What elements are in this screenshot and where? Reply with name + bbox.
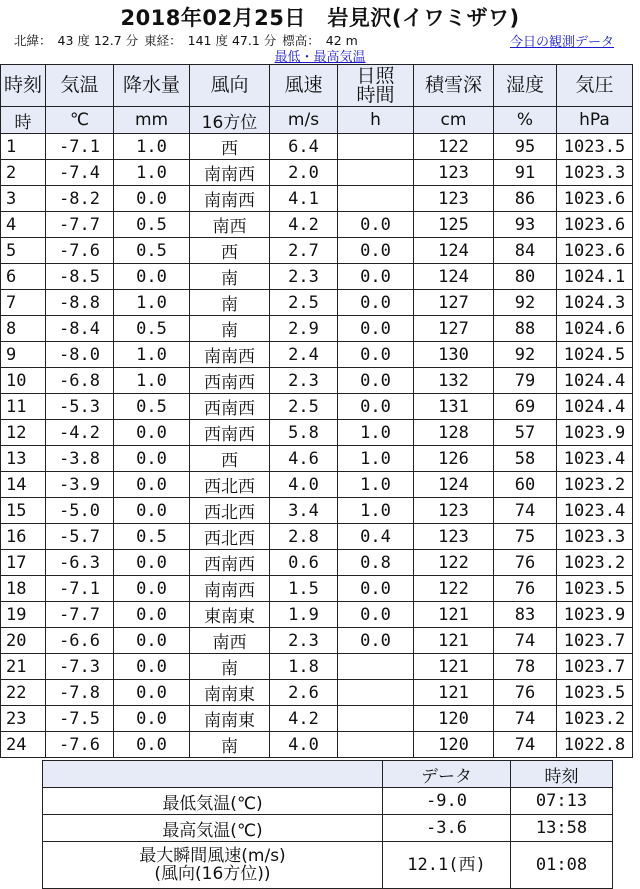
cell-hour: 22	[1, 680, 46, 706]
cell-humidity: 75	[494, 524, 557, 550]
cell-wind-speed: 1.8	[270, 654, 338, 680]
cell-pressure: 1023.5	[557, 680, 633, 706]
cell-wind-speed: 2.3	[270, 628, 338, 654]
cell-pressure: 1023.5	[557, 134, 633, 160]
summary-value: -9.0	[383, 788, 511, 815]
cell-wind-direction: 南南西	[190, 186, 270, 212]
cell-hour: 15	[1, 498, 46, 524]
cell-hour: 16	[1, 524, 46, 550]
cell-wind-direction: 西北西	[190, 472, 270, 498]
cell-wind-speed: 2.7	[270, 238, 338, 264]
table-row	[1, 706, 633, 732]
cell-wind-speed: 0.6	[270, 550, 338, 576]
summary-header-row	[43, 761, 613, 788]
cell-temperature: -8.8	[46, 290, 114, 316]
summary-value: 12.1(西)	[383, 842, 511, 889]
cell-sunshine: 1.0	[338, 446, 414, 472]
cell-pressure: 1023.9	[557, 602, 633, 628]
altitude-value: 42 m	[325, 33, 358, 48]
cell-precipitation: 0.0	[114, 654, 190, 680]
cell-hour: 6	[1, 264, 46, 290]
cell-wind-direction: 東南東	[190, 602, 270, 628]
cell-wind-speed: 2.3	[270, 264, 338, 290]
cell-humidity: 58	[494, 446, 557, 472]
header-row	[1, 65, 633, 107]
cell-temperature: -3.8	[46, 446, 114, 472]
cell-humidity: 84	[494, 238, 557, 264]
cell-temperature: -7.1	[46, 134, 114, 160]
cell-temperature: -5.0	[46, 498, 114, 524]
cell-snow-depth: 124	[414, 238, 494, 264]
latitude-label: 北緯：	[14, 33, 52, 48]
cell-temperature: -6.3	[46, 550, 114, 576]
summary-time: 01:08	[511, 842, 613, 889]
cell-precipitation: 1.0	[114, 134, 190, 160]
cell-snow-depth: 127	[414, 316, 494, 342]
cell-hour: 14	[1, 472, 46, 498]
cell-temperature: -5.3	[46, 394, 114, 420]
cell-hour: 8	[1, 316, 46, 342]
cell-pressure: 1023.2	[557, 706, 633, 732]
summary-label	[43, 788, 383, 815]
unit-temperature: ℃	[46, 107, 114, 134]
cell-wind-direction: 南南東	[190, 680, 270, 706]
cell-precipitation: 0.0	[114, 706, 190, 732]
cell-hour: 24	[1, 732, 46, 758]
cell-hour: 5	[1, 238, 46, 264]
cell-wind-direction: 南	[190, 264, 270, 290]
cell-pressure: 1023.6	[557, 212, 633, 238]
table-row	[1, 238, 633, 264]
cell-pressure: 1024.4	[557, 394, 633, 420]
table-row	[1, 472, 633, 498]
table-row	[1, 160, 633, 186]
today-observation-link[interactable]: 今日の観測データ	[509, 35, 614, 50]
cell-wind-speed: 2.5	[270, 290, 338, 316]
cell-precipitation: 0.5	[114, 212, 190, 238]
minmax-temp-link-wrap	[0, 46, 640, 65]
cell-wind-speed: 2.3	[270, 368, 338, 394]
cell-humidity: 60	[494, 472, 557, 498]
page-title: 2018年02月25日 岩見沢(イワミザワ)	[120, 6, 520, 30]
cell-humidity: 86	[494, 186, 557, 212]
cell-sunshine: 1.0	[338, 420, 414, 446]
cell-hour: 12	[1, 420, 46, 446]
cell-precipitation: 0.0	[114, 420, 190, 446]
header-wind-speed: 風速	[270, 65, 338, 107]
cell-humidity: 91	[494, 160, 557, 186]
summary-header-data: データ	[383, 761, 511, 788]
cell-precipitation: 0.0	[114, 472, 190, 498]
cell-humidity: 74	[494, 628, 557, 654]
cell-pressure: 1023.5	[557, 576, 633, 602]
cell-wind-speed: 2.9	[270, 316, 338, 342]
unit-wind-direction: 16方位	[190, 107, 270, 134]
cell-hour: 1	[1, 134, 46, 160]
cell-humidity: 83	[494, 602, 557, 628]
unit-humidity: %	[494, 107, 557, 134]
cell-pressure: 1023.2	[557, 550, 633, 576]
cell-sunshine: 0.0	[338, 316, 414, 342]
cell-snow-depth: 122	[414, 134, 494, 160]
cell-sunshine	[338, 134, 414, 160]
cell-hour: 19	[1, 602, 46, 628]
cell-pressure: 1023.6	[557, 238, 633, 264]
altitude-label: 標高：	[282, 33, 320, 48]
cell-pressure: 1023.9	[557, 420, 633, 446]
summary-header-blank	[43, 761, 383, 788]
unit-snow-depth: cm	[414, 107, 494, 134]
cell-snow-depth: 122	[414, 576, 494, 602]
cell-humidity: 93	[494, 212, 557, 238]
cell-hour: 21	[1, 654, 46, 680]
table-row	[1, 134, 633, 160]
cell-temperature: -7.7	[46, 212, 114, 238]
cell-wind-direction: 南南西	[190, 576, 270, 602]
cell-hour: 13	[1, 446, 46, 472]
cell-pressure: 1023.6	[557, 186, 633, 212]
cell-hour: 10	[1, 368, 46, 394]
unit-precipitation: mm	[114, 107, 190, 134]
table-row	[1, 732, 633, 758]
cell-temperature: -7.6	[46, 732, 114, 758]
cell-precipitation: 0.0	[114, 602, 190, 628]
table-row	[1, 420, 633, 446]
cell-humidity: 74	[494, 706, 557, 732]
cell-wind-speed: 4.2	[270, 212, 338, 238]
cell-humidity: 80	[494, 264, 557, 290]
summary-row	[43, 815, 613, 842]
summary-table	[42, 760, 613, 889]
cell-hour: 18	[1, 576, 46, 602]
cell-snow-depth: 126	[414, 446, 494, 472]
cell-wind-speed: 2.8	[270, 524, 338, 550]
cell-wind-direction: 西	[190, 238, 270, 264]
cell-hour: 11	[1, 394, 46, 420]
table-row	[1, 186, 633, 212]
cell-snow-depth: 124	[414, 264, 494, 290]
cell-precipitation: 0.0	[114, 732, 190, 758]
header-hour: 時刻	[1, 65, 46, 107]
cell-precipitation: 0.0	[114, 576, 190, 602]
cell-humidity: 69	[494, 394, 557, 420]
cell-temperature: -7.5	[46, 706, 114, 732]
cell-wind-direction: 西南西	[190, 420, 270, 446]
cell-wind-direction: 西南西	[190, 550, 270, 576]
cell-wind-speed: 4.6	[270, 446, 338, 472]
cell-wind-direction: 南	[190, 290, 270, 316]
cell-pressure: 1023.4	[557, 446, 633, 472]
cell-temperature: -7.8	[46, 680, 114, 706]
cell-temperature: -8.0	[46, 342, 114, 368]
cell-pressure: 1024.3	[557, 290, 633, 316]
cell-snow-depth: 123	[414, 524, 494, 550]
cell-hour: 2	[1, 160, 46, 186]
cell-sunshine	[338, 680, 414, 706]
cell-sunshine	[338, 654, 414, 680]
cell-wind-direction: 南西	[190, 212, 270, 238]
cell-pressure: 1023.3	[557, 160, 633, 186]
cell-snow-depth: 131	[414, 394, 494, 420]
cell-hour: 23	[1, 706, 46, 732]
cell-sunshine	[338, 732, 414, 758]
header-snow-depth: 積雪深	[414, 65, 494, 107]
cell-precipitation: 1.0	[114, 368, 190, 394]
cell-precipitation: 0.0	[114, 264, 190, 290]
cell-snow-depth: 121	[414, 602, 494, 628]
cell-precipitation: 0.0	[114, 186, 190, 212]
hourly-table-body	[1, 134, 633, 758]
cell-humidity: 76	[494, 550, 557, 576]
cell-precipitation: 0.0	[114, 628, 190, 654]
cell-wind-speed: 4.0	[270, 472, 338, 498]
cell-temperature: -8.2	[46, 186, 114, 212]
cell-pressure: 1023.4	[557, 498, 633, 524]
summary-header-time: 時刻	[511, 761, 613, 788]
cell-temperature: -6.6	[46, 628, 114, 654]
hourly-table	[0, 64, 633, 758]
cell-wind-direction: 西南西	[190, 394, 270, 420]
cell-precipitation: 0.0	[114, 550, 190, 576]
cell-pressure: 1023.7	[557, 654, 633, 680]
cell-wind-speed: 4.1	[270, 186, 338, 212]
cell-temperature: -3.9	[46, 472, 114, 498]
cell-sunshine: 0.0	[338, 602, 414, 628]
cell-sunshine: 0.0	[338, 290, 414, 316]
cell-temperature: -8.4	[46, 316, 114, 342]
table-row	[1, 498, 633, 524]
table-row	[1, 628, 633, 654]
table-row	[1, 264, 633, 290]
cell-precipitation: 1.0	[114, 290, 190, 316]
cell-precipitation: 1.0	[114, 342, 190, 368]
cell-sunshine: 0.0	[338, 576, 414, 602]
cell-pressure: 1023.7	[557, 628, 633, 654]
cell-wind-speed: 4.0	[270, 732, 338, 758]
cell-precipitation: 0.5	[114, 238, 190, 264]
cell-wind-speed: 5.8	[270, 420, 338, 446]
cell-pressure: 1024.1	[557, 264, 633, 290]
cell-wind-speed: 2.6	[270, 680, 338, 706]
cell-humidity: 92	[494, 342, 557, 368]
cell-wind-direction: 南	[190, 316, 270, 342]
cell-precipitation: 0.0	[114, 498, 190, 524]
summary-label-line: 最高気温(℃)	[162, 820, 263, 841]
cell-wind-direction: 西	[190, 134, 270, 160]
cell-precipitation: 0.5	[114, 316, 190, 342]
cell-snow-depth: 128	[414, 420, 494, 446]
cell-wind-speed: 2.0	[270, 160, 338, 186]
cell-precipitation: 0.5	[114, 524, 190, 550]
cell-precipitation: 0.5	[114, 394, 190, 420]
cell-wind-speed: 1.5	[270, 576, 338, 602]
cell-pressure: 1024.4	[557, 368, 633, 394]
cell-sunshine	[338, 706, 414, 732]
cell-sunshine: 1.0	[338, 498, 414, 524]
header-temperature: 気温	[46, 65, 114, 107]
cell-wind-speed: 2.5	[270, 394, 338, 420]
cell-temperature: -7.1	[46, 576, 114, 602]
table-row	[1, 550, 633, 576]
cell-wind-speed: 6.4	[270, 134, 338, 160]
table-row	[1, 654, 633, 680]
header-sunshine: 日照時間	[338, 65, 414, 107]
cell-hour: 20	[1, 628, 46, 654]
cell-snow-depth: 123	[414, 160, 494, 186]
cell-temperature: -7.3	[46, 654, 114, 680]
cell-temperature: -8.5	[46, 264, 114, 290]
cell-sunshine	[338, 160, 414, 186]
cell-snow-depth: 125	[414, 212, 494, 238]
longitude-value: 141 度 47.1 分	[187, 33, 277, 48]
cell-sunshine: 0.0	[338, 368, 414, 394]
cell-temperature: -6.8	[46, 368, 114, 394]
cell-wind-speed: 2.4	[270, 342, 338, 368]
cell-wind-direction: 西	[190, 446, 270, 472]
cell-sunshine: 0.0	[338, 264, 414, 290]
cell-snow-depth: 124	[414, 472, 494, 498]
summary-label	[43, 815, 383, 842]
cell-temperature: -5.7	[46, 524, 114, 550]
cell-hour: 9	[1, 342, 46, 368]
cell-hour: 17	[1, 550, 46, 576]
cell-hour: 4	[1, 212, 46, 238]
cell-snow-depth: 130	[414, 342, 494, 368]
cell-humidity: 78	[494, 654, 557, 680]
cell-wind-direction: 南南西	[190, 342, 270, 368]
header-precipitation: 降水量	[114, 65, 190, 107]
cell-precipitation: 0.0	[114, 680, 190, 706]
summary-value: -3.6	[383, 815, 511, 842]
cell-sunshine	[338, 186, 414, 212]
unit-pressure: hPa	[557, 107, 633, 134]
cell-humidity: 76	[494, 576, 557, 602]
cell-humidity: 74	[494, 498, 557, 524]
summary-time: 13:58	[511, 815, 613, 842]
cell-snow-depth: 121	[414, 680, 494, 706]
cell-temperature: -7.7	[46, 602, 114, 628]
table-row	[1, 576, 633, 602]
cell-snow-depth: 120	[414, 706, 494, 732]
latitude-value: 43 度 12.7 分	[57, 33, 139, 48]
summary-body	[43, 788, 613, 889]
summary-label-line: 最大瞬間風速(m/s)	[139, 846, 286, 866]
cell-humidity: 88	[494, 316, 557, 342]
cell-pressure: 1024.6	[557, 316, 633, 342]
table-row	[1, 212, 633, 238]
cell-snow-depth: 123	[414, 186, 494, 212]
unit-hour: 時	[1, 107, 46, 134]
cell-wind-direction: 南南東	[190, 706, 270, 732]
table-row	[1, 368, 633, 394]
minmax-temp-link[interactable]: 最低・最高気温	[274, 50, 366, 65]
cell-humidity: 92	[494, 290, 557, 316]
cell-wind-speed: 1.9	[270, 602, 338, 628]
header-humidity: 湿度	[494, 65, 557, 107]
cell-wind-direction: 西北西	[190, 524, 270, 550]
table-row	[1, 290, 633, 316]
summary-label-line: 最低気温(℃)	[162, 793, 263, 814]
cell-sunshine: 0.0	[338, 628, 414, 654]
unit-wind-speed: m/s	[270, 107, 338, 134]
cell-temperature: -7.6	[46, 238, 114, 264]
summary-row	[43, 788, 613, 815]
header-wind-direction: 風向	[190, 65, 270, 107]
table-row	[1, 446, 633, 472]
cell-humidity: 76	[494, 680, 557, 706]
cell-wind-speed: 3.4	[270, 498, 338, 524]
cell-wind-direction: 南	[190, 732, 270, 758]
cell-pressure: 1024.5	[557, 342, 633, 368]
cell-pressure: 1023.3	[557, 524, 633, 550]
cell-snow-depth: 120	[414, 732, 494, 758]
unit-row	[1, 107, 633, 134]
longitude-label: 東経：	[144, 33, 182, 48]
cell-humidity: 57	[494, 420, 557, 446]
cell-wind-direction: 西北西	[190, 498, 270, 524]
cell-humidity: 79	[494, 368, 557, 394]
cell-hour: 3	[1, 186, 46, 212]
summary-label	[43, 842, 383, 889]
table-row	[1, 680, 633, 706]
cell-pressure: 1022.8	[557, 732, 633, 758]
cell-sunshine: 0.4	[338, 524, 414, 550]
cell-sunshine: 0.0	[338, 394, 414, 420]
summary-label-line2: (風向(16方位))	[154, 864, 271, 884]
cell-snow-depth: 122	[414, 550, 494, 576]
cell-precipitation: 0.0	[114, 446, 190, 472]
header-pressure: 気圧	[557, 65, 633, 107]
cell-snow-depth: 132	[414, 368, 494, 394]
cell-sunshine: 0.0	[338, 212, 414, 238]
summary-row	[43, 842, 613, 889]
table-row	[1, 342, 633, 368]
cell-humidity: 95	[494, 134, 557, 160]
cell-wind-direction: 南	[190, 654, 270, 680]
table-row	[1, 524, 633, 550]
cell-hour: 7	[1, 290, 46, 316]
table-row	[1, 602, 633, 628]
cell-wind-direction: 南西	[190, 628, 270, 654]
cell-snow-depth: 121	[414, 628, 494, 654]
cell-precipitation: 1.0	[114, 160, 190, 186]
unit-sunshine: h	[338, 107, 414, 134]
cell-sunshine: 0.0	[338, 238, 414, 264]
summary-time: 07:13	[511, 788, 613, 815]
cell-sunshine: 0.8	[338, 550, 414, 576]
cell-humidity: 74	[494, 732, 557, 758]
cell-pressure: 1023.2	[557, 472, 633, 498]
cell-snow-depth: 127	[414, 290, 494, 316]
cell-snow-depth: 121	[414, 654, 494, 680]
cell-temperature: -4.2	[46, 420, 114, 446]
table-row	[1, 316, 633, 342]
cell-wind-direction: 西南西	[190, 368, 270, 394]
cell-sunshine: 0.0	[338, 342, 414, 368]
cell-sunshine: 1.0	[338, 472, 414, 498]
cell-temperature: -7.4	[46, 160, 114, 186]
cell-snow-depth: 123	[414, 498, 494, 524]
table-row	[1, 394, 633, 420]
cell-wind-direction: 南南西	[190, 160, 270, 186]
cell-wind-speed: 4.2	[270, 706, 338, 732]
